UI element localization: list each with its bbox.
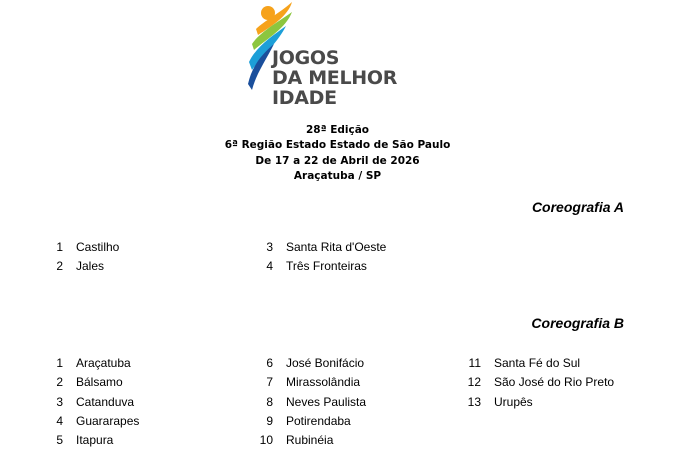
list-item-number: 5 <box>56 433 63 448</box>
list-item <box>467 375 615 390</box>
dates-line: De 17 a 22 de Abril de 2026 <box>255 154 420 167</box>
list-item <box>266 413 351 428</box>
list-item-city: Potirendaba <box>286 413 351 428</box>
list-item-number: 2 <box>56 259 63 274</box>
list-item-number: 1 <box>56 240 63 254</box>
list-item-number: 3 <box>56 394 63 409</box>
list-item-number: 6 <box>266 356 273 370</box>
list-item <box>266 375 361 390</box>
list-item-city: Jales <box>76 259 105 274</box>
list-item <box>467 394 533 409</box>
list-item-city: Rubinéia <box>286 433 334 448</box>
list-item-city: José Bonifácio <box>286 356 365 370</box>
list-item <box>259 433 334 448</box>
list-item-city: Bálsamo <box>76 375 123 390</box>
logo-wordmark <box>272 48 402 108</box>
list-item-city: Urupês <box>494 394 533 409</box>
list-item-number: 4 <box>266 259 273 274</box>
list-item-number: 7 <box>266 375 273 390</box>
logo-line-2: DA MELHOR <box>272 67 398 89</box>
list-item <box>266 240 387 254</box>
list-item-city: Itapura <box>76 433 114 448</box>
list-item-number: 4 <box>56 413 63 428</box>
list-item-city: Catanduva <box>76 394 135 409</box>
list-item <box>468 356 581 370</box>
list-item-city: Neves Paulista <box>286 394 367 409</box>
list-item <box>266 356 365 370</box>
list-item-number: 8 <box>266 394 273 409</box>
region-line: 6ª Região Estado Estado de São Paulo <box>224 139 451 152</box>
event-logo <box>246 2 396 114</box>
list-item-city: Araçatuba <box>76 356 131 370</box>
list-item-number: 13 <box>467 394 481 409</box>
list-item <box>56 375 123 390</box>
list-item-city: Castilho <box>76 240 120 254</box>
list-item-city: São José do Rio Preto <box>494 375 615 390</box>
section-title-coreografia-b: Coreografia B <box>531 315 624 331</box>
list-item-number: 12 <box>467 375 481 390</box>
list-item-number: 11 <box>468 356 481 370</box>
location-line: Araçatuba / SP <box>293 169 382 182</box>
logo-line-1: JOGOS <box>272 47 340 69</box>
list-item-number: 3 <box>266 240 273 254</box>
list-item-number: 2 <box>56 375 63 390</box>
section-title-coreografia-a: Coreografia A <box>531 199 624 215</box>
edition-line: 28ª Edição <box>306 124 369 136</box>
list-item-city: Mirassolândia <box>286 375 361 390</box>
list-item-city: Guararapes <box>76 413 140 428</box>
list-item <box>56 356 131 370</box>
list-item-number: 1 <box>56 356 63 370</box>
list-item <box>56 259 105 274</box>
list-item <box>56 413 140 428</box>
list-item <box>56 394 135 409</box>
list-item-number: 10 <box>259 433 273 448</box>
event-info <box>0 123 675 184</box>
list-item <box>56 433 114 448</box>
list-item <box>56 240 120 254</box>
logo-line-3: IDADE <box>272 87 337 109</box>
list-item <box>266 394 367 409</box>
list-item-city: Santa Fé do Sul <box>494 356 581 370</box>
list-item <box>266 259 367 274</box>
list-item-city: Três Fronteiras <box>286 259 367 274</box>
list-item-number: 9 <box>266 413 273 428</box>
list-item-city: Santa Rita d'Oeste <box>286 240 387 254</box>
